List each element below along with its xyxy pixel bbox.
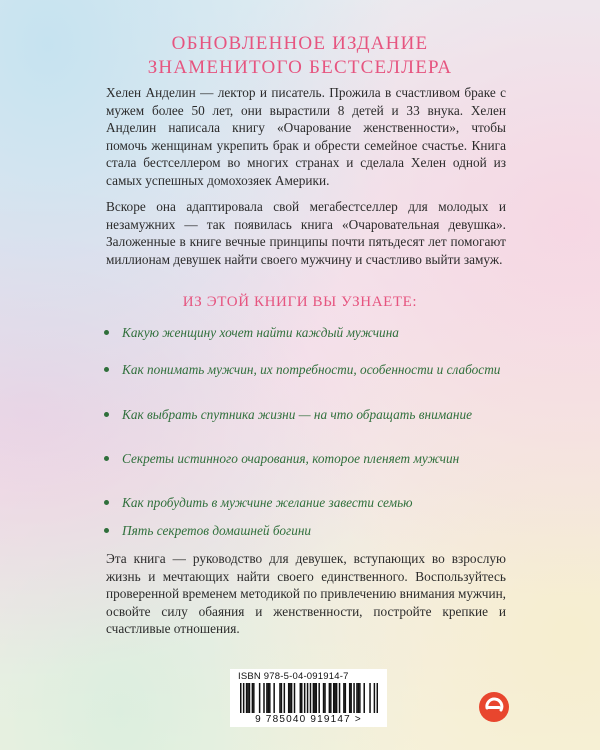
headline-line-1: ОБНОВЛЕННОЕ ИЗДАНИЕ xyxy=(171,33,429,54)
barcode-bar xyxy=(358,683,360,713)
book-paragraph: Вскоре она адаптировала свой мегабестселлер для молодых и незамужних — так появилась книга «Очаровательная девушка». Заложенные в книге вечные принципы почти пятьдесят лет помогают миллионам девушек найти своего мужчину и счастливо выйти замуж. xyxy=(106,199,506,267)
barcode-bar xyxy=(249,683,251,713)
bullet-item xyxy=(100,406,472,423)
barcode-bar xyxy=(343,683,345,713)
headline-line-2: ЗНАМЕНИТОГО БЕСТСЕЛЛЕРА xyxy=(147,57,453,78)
barcode-bar xyxy=(263,683,265,713)
barcode-bar xyxy=(314,683,316,713)
barcode-bar xyxy=(300,683,302,713)
barcode-bar xyxy=(334,683,336,713)
bullet-dot-icon xyxy=(104,367,109,372)
barcode-bar xyxy=(284,683,286,713)
bullet-text: Секреты истинного очарования, которое пленяет мужчин xyxy=(122,451,460,466)
bullet-dot-icon xyxy=(104,500,109,505)
barcode-bar xyxy=(336,683,338,713)
barcode-bar xyxy=(273,683,275,713)
barcode-bar xyxy=(281,683,283,713)
barcode-bar xyxy=(294,683,296,713)
barcode-bar xyxy=(291,683,293,713)
barcode-bar xyxy=(313,683,315,713)
bullet-text: Как пробудить в мужчине желание завести семью xyxy=(122,495,413,510)
barcode-bar xyxy=(323,683,325,713)
barcode-bar xyxy=(310,683,312,713)
barcode-bars xyxy=(240,683,378,713)
bullet-item xyxy=(100,324,399,341)
eksmo-logo-icon xyxy=(478,691,510,723)
barcode-bar xyxy=(345,683,347,713)
barcode-bar xyxy=(333,683,335,713)
bullet-dot-icon xyxy=(104,528,109,533)
barcode-bar xyxy=(324,683,326,713)
barcode-bar xyxy=(307,683,309,713)
barcode-bar xyxy=(243,683,245,713)
author-paragraph: Хелен Анделин — лектор и писатель. Прожила в счастливом браке с мужем более 50 лет, они вырастили 8 детей и 33 внука. Хелен Анделин написала книгу «Очарование женственности», чтобы помочь женщинам укрепить брак и обрести семейное счастье. Книга стала бестселлером во многих странах и сделала Хелен одной из самых успешных домохозяек Америки. xyxy=(106,85,506,188)
barcode-bar xyxy=(318,683,320,713)
barcode-bar xyxy=(269,683,271,713)
barcode-bar xyxy=(316,683,318,713)
bullet-item xyxy=(100,494,413,511)
bullet-text: Пять секретов домашней богини xyxy=(122,523,312,538)
barcode-bar xyxy=(252,683,254,713)
barcode-bar xyxy=(339,683,341,713)
barcode-bar xyxy=(377,683,378,713)
barcode-bar xyxy=(240,683,242,713)
barcode-bar xyxy=(266,683,268,713)
bullet-item xyxy=(100,361,500,378)
barcode-bar xyxy=(353,683,355,713)
learn-heading: ИЗ ЭТОЙ КНИГИ ВЫ УЗНАЕТЕ: xyxy=(182,294,418,310)
barcode-bar xyxy=(253,683,255,713)
bullet-item xyxy=(100,450,459,467)
barcode-bar xyxy=(246,683,248,713)
barcode-panel xyxy=(230,669,387,727)
barcode-bar xyxy=(359,683,361,713)
barcode-bar xyxy=(329,683,331,713)
bullet-text: Как выбрать спутника жизни — на что обращать внимание xyxy=(122,407,473,422)
isbn-label: ISBN 978-5-04-091914-7 xyxy=(238,671,349,682)
barcode-bar xyxy=(374,683,376,713)
bullet-item xyxy=(100,522,311,539)
bullet-dot-icon xyxy=(104,330,109,335)
barcode-bar xyxy=(247,683,249,713)
barcode-bar xyxy=(259,683,261,713)
bullet-dot-icon xyxy=(104,412,109,417)
barcode-bar xyxy=(363,683,365,713)
barcode-bar xyxy=(330,683,332,713)
barcode-bar xyxy=(268,683,270,713)
barcode-bar xyxy=(304,683,306,713)
barcode-bar xyxy=(350,683,352,713)
bullet-text: Как понимать мужчин, их потребности, особенности и слабости xyxy=(122,362,501,377)
bullet-dot-icon xyxy=(104,456,109,461)
closing-paragraph: Эта книга — руководство для девушек, вступающих во взрослую жизнь и мечтающих найти своего единственного. Воспользуйтесь проверенной временем методикой по привлечению внимания мужчин, освойте силу обаяния и женственности, постройте крепкие и счастливые отношения. xyxy=(106,551,507,637)
barcode-bar xyxy=(369,683,371,713)
barcode-bar xyxy=(288,683,290,713)
barcode-bar xyxy=(349,683,351,713)
barcode-bar xyxy=(289,683,291,713)
barcode-bar xyxy=(301,683,303,713)
barcode-number: 9 785040 919147 > xyxy=(255,714,362,725)
bullet-text: Какую женщину хочет найти каждый мужчина xyxy=(122,325,399,340)
barcode-bar xyxy=(279,683,281,713)
headline xyxy=(60,32,540,80)
barcode-bar xyxy=(356,683,358,713)
